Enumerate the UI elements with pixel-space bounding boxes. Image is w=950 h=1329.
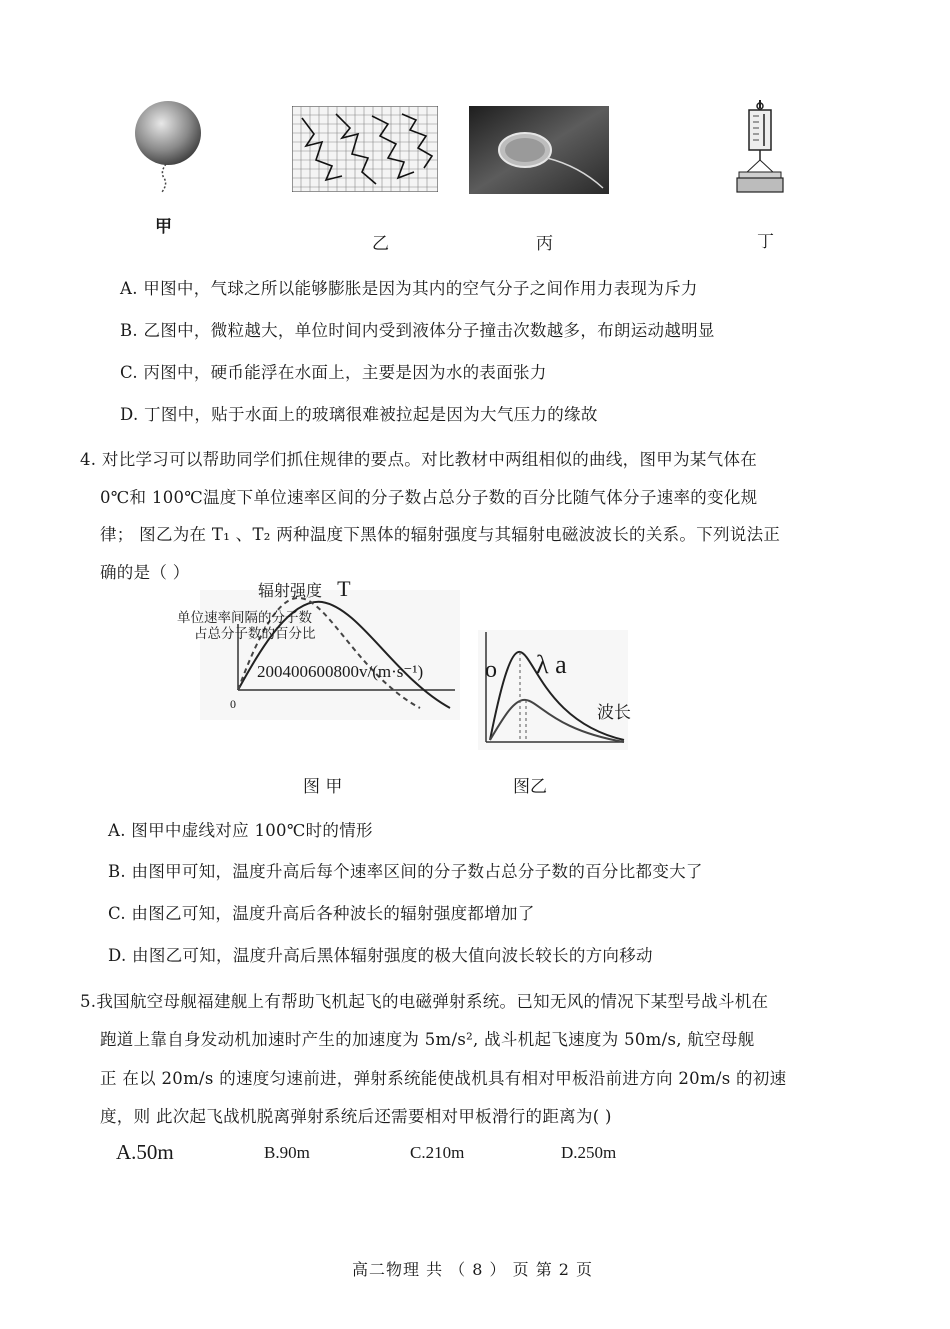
figure-yi-caption: 图乙 bbox=[513, 777, 547, 797]
q4-option-d: D. 由图乙可知，温度升高后黑体辐射强度的极大值向波长较长的方向移动 bbox=[108, 946, 653, 965]
figure-yi-lambda-label: λ a bbox=[536, 650, 567, 679]
q5-stem-line-3: 正 在以 20m/s 的速度匀速前进，弹射系统能使战机具有相对甲板沿前进方向 20m/s 的初速 bbox=[100, 1069, 787, 1088]
q3-option-d: D. 丁图中，贴于水面上的玻璃很难被拉起是因为大气压力的缘故 bbox=[120, 405, 598, 424]
figure-top-label-radiation bbox=[258, 576, 351, 602]
spring-scale-figure bbox=[735, 100, 785, 196]
q4-option-c: C. 由图乙可知，温度升高后各种波长的辐射强度都增加了 bbox=[108, 904, 535, 923]
figure-jia-ylabel-1: 单位速率间隔的分子数 bbox=[177, 610, 312, 626]
q4-option-b: B. 由图甲可知，温度升高后每个速率区间的分子数占总分子数的百分比都变大了 bbox=[108, 862, 703, 881]
figure-caption-yi: 乙 bbox=[372, 234, 389, 254]
q4-stem-line-4: 确的是（ ） bbox=[100, 563, 190, 582]
figure-jia-ylabel-2: 占总分子数的百分比 bbox=[194, 626, 316, 642]
q3-option-c: C. 丙图中，硬币能浮在水面上，主要是因为水的表面张力 bbox=[120, 363, 547, 382]
figure-caption-ding: 丁 bbox=[757, 232, 774, 252]
radiation-intensity-label: 辐射强度 bbox=[258, 581, 323, 600]
figure-yi-origin-o: o bbox=[485, 657, 497, 683]
q4-option-a: A. 图甲中虚线对应 100℃时的情形 bbox=[108, 821, 373, 840]
q3-option-b: B. 乙图中，微粒越大，单位时间内受到液体分子撞击次数越多，布朗运动越明显 bbox=[120, 321, 715, 340]
q5-stem-line-4: 度，则 此次起飞战机脱离弹射系统后还需要相对甲板滑行的距离为( ) bbox=[100, 1107, 612, 1126]
figure-jia-caption: 图 甲 bbox=[303, 777, 343, 797]
temperature-label-t: T bbox=[337, 576, 351, 601]
figure-yi-plot bbox=[478, 630, 628, 750]
q5-option-b: B.90m bbox=[264, 1143, 310, 1162]
figure-jia-xticks: 200400600800v/(m·s⁻¹) bbox=[257, 662, 424, 681]
brownian-motion-figure bbox=[292, 106, 438, 192]
q5-option-a: A.50m bbox=[116, 1140, 174, 1164]
q4-stem-line-1: 4. 对比学习可以帮助同学们抓住规律的要点。对比教材中两组相似的曲线，图甲为某气体在 bbox=[80, 450, 758, 469]
figure-jia-origin: 0 bbox=[230, 697, 236, 711]
q4-stem-line-3: 律； 图乙为在 T₁ 、T₂ 两种温度下黑体的辐射强度与其辐射电磁波波长的关系。下列说法正 bbox=[100, 525, 781, 544]
q5-stem-line-2: 跑道上靠自身发动机加速时产生的加速度为 5m/s², 战斗机起飞速度为 50m/s, 航空母舰 bbox=[100, 1030, 755, 1049]
figure-yi-xlabel: 波长 bbox=[597, 703, 631, 723]
page-footer: 高二物理 共 （ 8 ） 页 第 2 页 bbox=[352, 1260, 594, 1279]
figure-caption-jia: 甲 bbox=[155, 217, 172, 237]
q5-option-c: C.210m bbox=[410, 1143, 465, 1162]
floating-coin-figure bbox=[469, 106, 609, 194]
figure-caption-bing: 丙 bbox=[536, 234, 553, 254]
balloon-figure bbox=[130, 100, 210, 195]
q5-option-d: D.250m bbox=[561, 1143, 617, 1162]
q4-stem-line-2: 0℃和 100℃温度下单位速率区间的分子数占总分子数的百分比随气体分子速率的变化规 bbox=[100, 488, 758, 507]
q5-stem-line-1: 5.我国航空母舰福建舰上有帮助飞机起飞的电磁弹射系统。已知无风的情况下某型号战斗机在 bbox=[80, 992, 769, 1011]
q3-option-a: A. 甲图中，气球之所以能够膨胀是因为其内的空气分子之间作用力表现为斥力 bbox=[120, 279, 698, 298]
